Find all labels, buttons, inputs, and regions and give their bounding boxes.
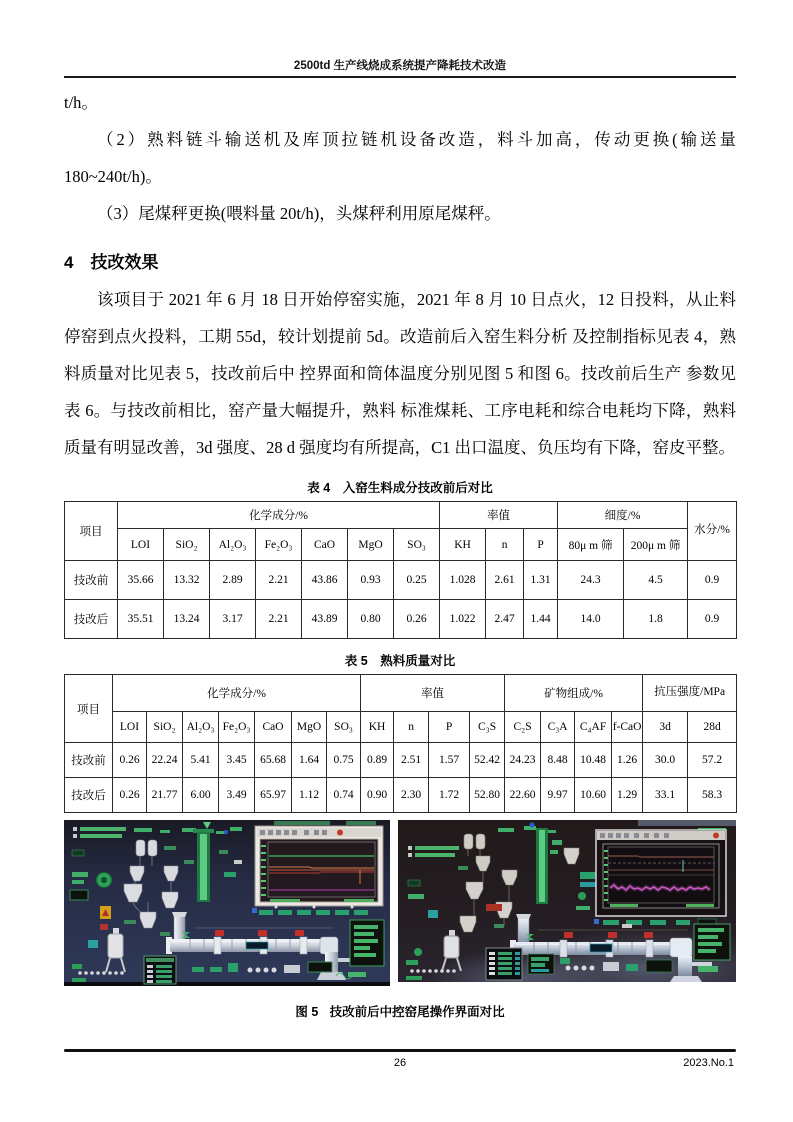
cell: 13.32 <box>164 561 210 600</box>
cell: 0.90 <box>361 778 394 813</box>
col-header: Fe₂O₃ <box>256 529 302 561</box>
cell: 58.3 <box>688 778 737 813</box>
cell: 0.9 <box>688 561 737 600</box>
table-raw-meal-comparison <box>64 501 737 639</box>
row-label: 技改后 <box>65 778 113 813</box>
cell: 43.89 <box>302 600 348 639</box>
col-header: SiO₂ <box>164 529 210 561</box>
section-paragraph: 该项目于 2021 年 6 月 18 日开始停窑实施，2021 年 8 月 10 日点火，12 日投料，从止料停窑到点火投料，工期 55d，较计划提前 5d。改造前后入窑生料分析 及控制指标见表 4，熟料质量对比见表 5，技改前后中 控界面和筒体温度分别见图 5 和图 6。技改前后生产 参数见表 6。与技改前相比，窑产量大幅提升，熟料 标准煤耗、工序电耗和综合电耗均下降，熟料质量有明显改善，3d 强度、28 d 强度均有所提高，C1 出口温度、负压均有下降，窑皮平整。 <box>64 290 736 457</box>
col-header: P <box>429 712 470 743</box>
table-clinker-quality <box>64 674 737 813</box>
cell: 3.49 <box>219 778 255 813</box>
colgroup-chemical: 化学成分/% <box>118 502 440 529</box>
cell: 3.45 <box>219 743 255 778</box>
cell: 65.68 <box>255 743 292 778</box>
col-header: f-CaO <box>612 712 643 743</box>
section-heading: 4 技改效果 <box>64 253 159 272</box>
cell: 2.51 <box>394 743 429 778</box>
cell: 1.57 <box>429 743 470 778</box>
cell: 2.47 <box>486 600 524 639</box>
cell: 13.24 <box>164 600 210 639</box>
page-content <box>64 0 736 1020</box>
cell: 65.97 <box>255 778 292 813</box>
cell: 5.41 <box>183 743 219 778</box>
cell: 24.3 <box>558 561 624 600</box>
cell: 2.21 <box>256 561 302 600</box>
cell: 2.30 <box>394 778 429 813</box>
col-header: n <box>394 712 429 743</box>
col-item: 项目 <box>65 502 118 561</box>
cell: 1.022 <box>440 600 486 639</box>
issue-label: 2023.No.1 <box>683 1057 734 1069</box>
list-item-2: （2）熟料链斗输送机及库顶拉链机设备改造，料斗加高，传动更换(输送量180~240t/h)。 <box>64 130 736 186</box>
page-number: 26 <box>393 1057 407 1069</box>
cell: 0.9 <box>688 600 737 639</box>
col-header: Al₂O₃ <box>210 529 256 561</box>
cell: 10.60 <box>575 778 612 813</box>
figure-label: 图 5 <box>295 1005 319 1019</box>
colgroup-mineral: 矿物组成/% <box>505 675 643 712</box>
footer-rule <box>64 1049 736 1052</box>
table5-caption: 表 5 熟料质量对比 <box>344 654 456 668</box>
table-row <box>65 743 737 778</box>
cell: 2.21 <box>256 600 302 639</box>
col-header: MgO <box>348 529 394 561</box>
cell: 24.23 <box>505 743 541 778</box>
cell: 1.72 <box>429 778 470 813</box>
scada-screenshot-after <box>398 820 736 982</box>
cell: 8.48 <box>541 743 575 778</box>
cell: 0.89 <box>361 743 394 778</box>
cell: 0.80 <box>348 600 394 639</box>
col-header: LOI <box>118 529 164 561</box>
cell: 52.80 <box>470 778 505 813</box>
col-header: KH <box>440 529 486 561</box>
col-header: 200μ m 筛 <box>624 529 688 561</box>
cell: 1.29 <box>612 778 643 813</box>
cell: 10.48 <box>575 743 612 778</box>
scada-screenshot-before <box>64 820 390 986</box>
cell: 14.0 <box>558 600 624 639</box>
cell: 6.00 <box>183 778 219 813</box>
trend-chart-window <box>255 826 383 906</box>
cell: 1.64 <box>292 743 327 778</box>
red-alarm-box <box>486 904 502 911</box>
col-header: 80μ m 筛 <box>558 529 624 561</box>
col-header: 3d <box>643 712 688 743</box>
cell: 21.77 <box>147 778 183 813</box>
col-header: KH <box>361 712 394 743</box>
figure-5-images <box>64 820 736 986</box>
col-header: C₂S <box>505 712 541 743</box>
cell: 0.26 <box>394 600 440 639</box>
cell: 35.66 <box>118 561 164 600</box>
list-item-3: （3）尾煤秤更换(喂料量 20t/h)，头煤秤利用原尾煤秤。 <box>97 204 501 223</box>
cell: 52.42 <box>470 743 505 778</box>
cell: 0.25 <box>394 561 440 600</box>
cell: 43.86 <box>302 561 348 600</box>
cell: 35.51 <box>118 600 164 639</box>
col-header: LOI <box>113 712 147 743</box>
table4-caption: 表 4 入窑生料成分技改前后对比 <box>307 481 493 495</box>
cell: 1.12 <box>292 778 327 813</box>
cell: 0.93 <box>348 561 394 600</box>
running-header-title: 2500td 生产线烧成系统提产降耗技术改造 <box>293 60 507 72</box>
colgroup-strength: 抗压强度/MPa <box>643 675 737 712</box>
col-header: CaO <box>255 712 292 743</box>
cell: 22.60 <box>505 778 541 813</box>
col-header: MgO <box>292 712 327 743</box>
colgroup-ratio: 率值 <box>361 675 505 712</box>
col-header: C₃A <box>541 712 575 743</box>
cell: 9.97 <box>541 778 575 813</box>
cell: 1.31 <box>524 561 558 600</box>
cell: 33.1 <box>643 778 688 813</box>
cell: 0.26 <box>113 743 147 778</box>
page-footer <box>64 1049 736 1069</box>
colgroup-ratio: 率值 <box>440 502 558 529</box>
col-item: 项目 <box>65 675 113 743</box>
cell: 0.26 <box>113 778 147 813</box>
cell: 2.61 <box>486 561 524 600</box>
col-header: Al₂O₃ <box>183 712 219 743</box>
cell: 1.44 <box>524 600 558 639</box>
figure-5-caption <box>64 1002 736 1020</box>
trend-chart-window <box>596 830 726 916</box>
table-row <box>65 561 737 600</box>
col-header: Fe₂O₃ <box>219 712 255 743</box>
cell: 1.8 <box>624 600 688 639</box>
col-header: P <box>524 529 558 561</box>
col-header: C₄AF <box>575 712 612 743</box>
cell: 0.75 <box>327 743 361 778</box>
value-list-panel <box>144 956 176 984</box>
row-label: 技改前 <box>65 561 118 600</box>
cell: 0.74 <box>327 778 361 813</box>
col-header: SO₃ <box>394 529 440 561</box>
paragraph-continuation: t/h。 <box>64 93 98 112</box>
col-header: n <box>486 529 524 561</box>
cell: 4.5 <box>624 561 688 600</box>
col-header: SO₃ <box>327 712 361 743</box>
side-info-panel <box>694 924 730 960</box>
table-row <box>65 600 737 639</box>
cell: 1.028 <box>440 561 486 600</box>
cell: 2.89 <box>210 561 256 600</box>
side-info-panel <box>350 920 384 966</box>
table-row <box>65 778 737 813</box>
header-rule <box>64 76 736 78</box>
col-header: CaO <box>302 529 348 561</box>
row-label: 技改后 <box>65 600 118 639</box>
colgroup-fineness: 细度/% <box>558 502 688 529</box>
col-moisture: 水分/% <box>688 502 737 561</box>
figure-caption-text: 技改前后中控窑尾操作界面对比 <box>329 1005 505 1019</box>
col-header: 28d <box>688 712 737 743</box>
row-label: 技改前 <box>65 743 113 778</box>
colgroup-chemical: 化学成分/% <box>113 675 361 712</box>
cell: 3.17 <box>210 600 256 639</box>
col-header: SiO₂ <box>147 712 183 743</box>
close-icon <box>337 830 343 836</box>
cell: 1.26 <box>612 743 643 778</box>
cell: 57.2 <box>688 743 737 778</box>
col-header: C₃S <box>470 712 505 743</box>
cell: 30.0 <box>643 743 688 778</box>
cell: 22.24 <box>147 743 183 778</box>
close-icon <box>713 833 719 839</box>
